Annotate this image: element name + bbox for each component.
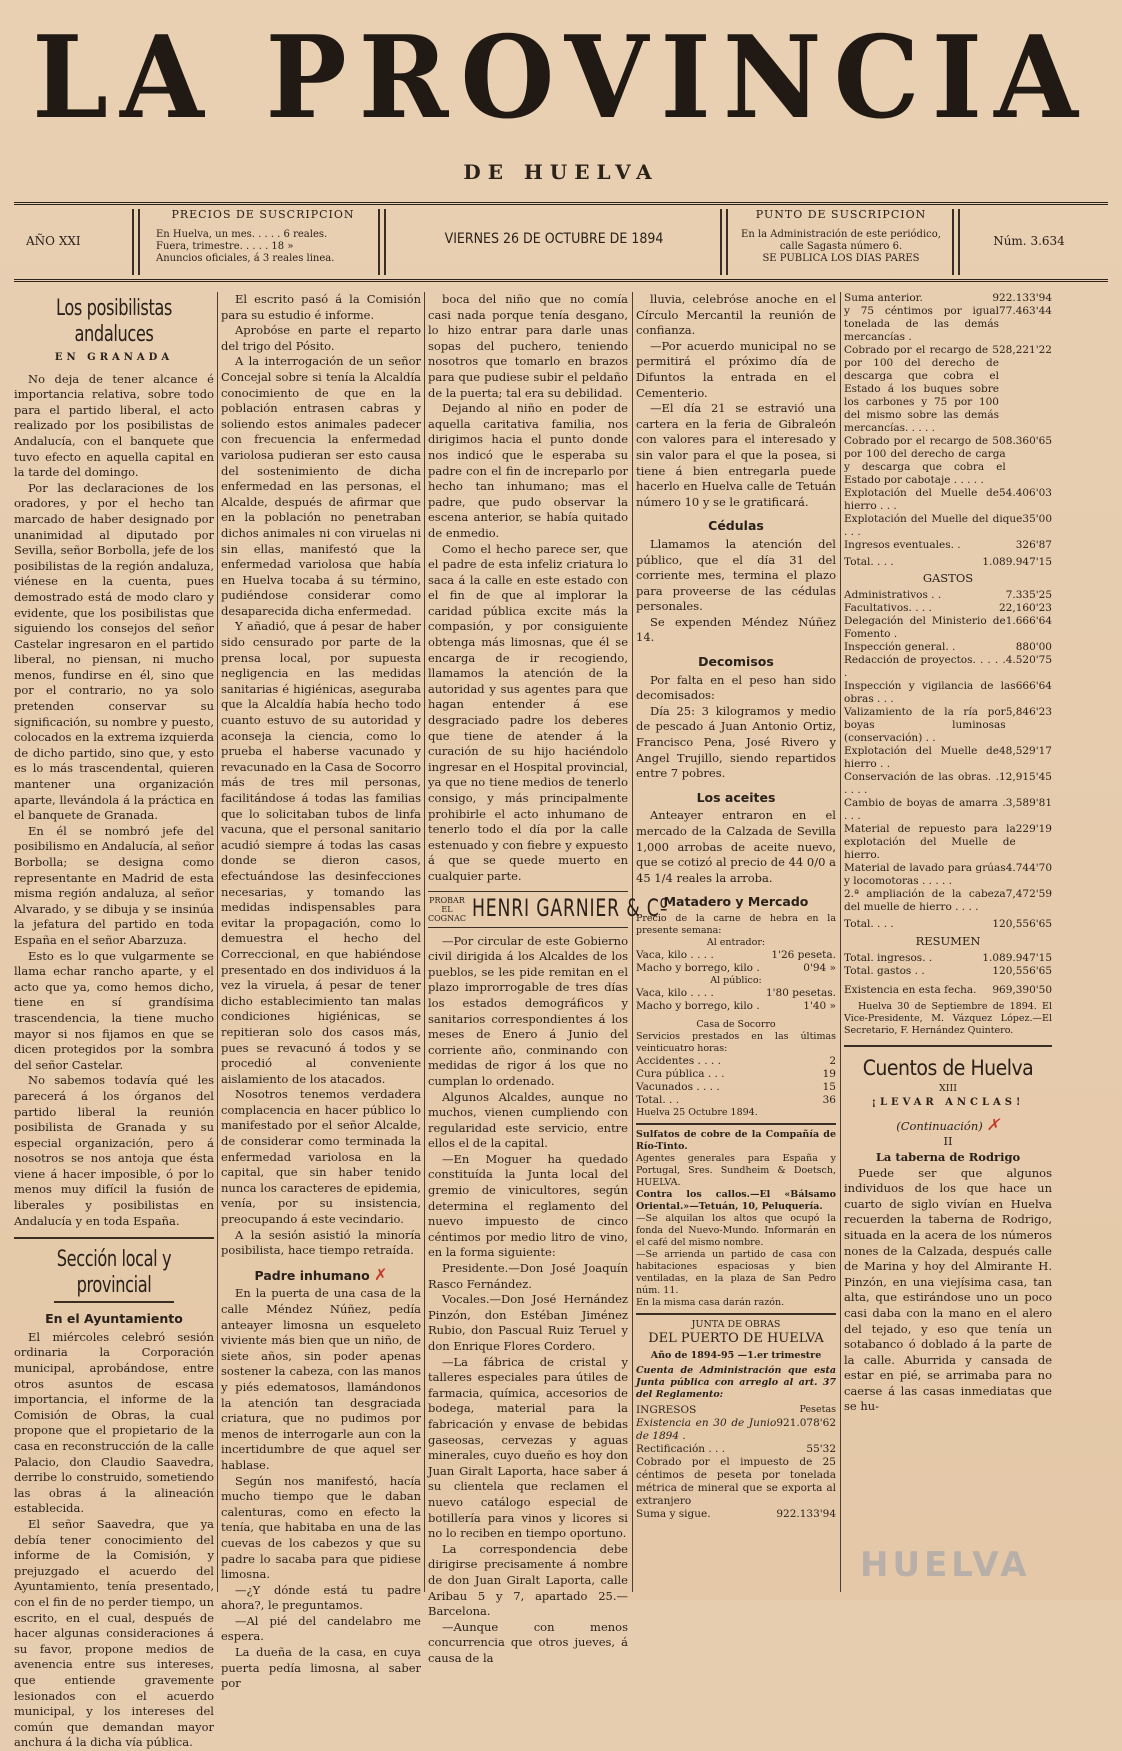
paragraph: Como el hecho parece ser, que el padre de esta infeliz criatura lo saca á la calle en este estado con el fin de que al implorar la caridad pública excite más la compasión, y por consiguiente obtenga más limosnas, que él se encarga de ir recogiendo, llamamos la atención de la autoridad y sus agentes para que hagan entender á ese desgraciado padre los deberes que tiene de atender á la curación de su hijo haciéndolo ingresar en el Hospital provincial, ya que no tiene medios de tenerlo consigo, y más principalmente prohibirle el acto inhumano de tenerlo todo el día por la calle estenuado y con fiebre y expuesto á que se quede muerto en cualquier parte.: [428, 541, 628, 883]
paragraph: —¿Y dónde está tu padre ahora?, le preguntamos.: [221, 1582, 421, 1613]
heading-text: Padre inhumano: [254, 1267, 370, 1283]
prices-title: PRECIOS DE SUSCRIPCION: [171, 208, 355, 221]
gastos-row: Explotación del Muelle de hierro . . 48,529'17: [844, 744, 1052, 770]
resumen-row: Existencia en esta fecha. 969,390'50: [844, 984, 1052, 997]
resumen-row: Total. ingresos. . 1.089.947'15: [844, 952, 1052, 965]
paragraph: En él se nombró jefe del posibilismo en Andalucía, al señor Borbolla; se designa como representante en Madrid de esta misma región andaluza, al señor Alvarado, y se dibuja y se insinúa la jefatura del partido en toda España en el señor Abarzuza.: [14, 823, 214, 947]
gastos-heading: GASTOS: [922, 571, 974, 585]
cognac-advertisement: [428, 891, 669, 928]
paragraph: —Por circular de este Gobierno civil dirigida á los Alcaldes de los pueblos, se les pide remitan en el plazo improrrogable de tres días los estados demográficos y sanitarios correspondientes á los meses de Enero á Junio del corriente año, conminando con medidas de rigor á los que no cumplan lo ordenado.: [428, 933, 628, 1088]
column-3: [428, 292, 669, 1665]
continuacion: (Continuación) ✗: [896, 1114, 1000, 1134]
paragraph: No deja de tener alcance é importancia relativa, sobre todo para el partido liberal, el acto realizado por los posibilistas de Andalucía, con el banquete que tuvo efecto en aquella capital en la tarde del domingo.: [14, 371, 214, 480]
red-mark-icon: ✗: [986, 1114, 1000, 1134]
paragraph: lluvia, celebróse anoche en el Círculo Mercantil la reunión de confianza.: [636, 292, 836, 338]
account-row: Cobrado por el recargo de 5 por 100 del derecho de descarga que cobra el Estado á los buques sobre los carbones y 75 por 100 del mismo sobre las demás mercancías. . . . . 28,221'22: [844, 344, 1052, 434]
socorro-row: Cura pública . . . 19: [636, 1067, 836, 1080]
socorro-intro: Servicios prestados en las últimas veinticuatro horas:: [636, 1030, 836, 1054]
notice: —Se alquilan los altos que ocupó la fonda del Nuevo-Mundo. Informarán en el café del mismo nombre.: [636, 1212, 836, 1248]
account-row: Cobrado por el recargo de 50 por 100 del derecho de carga y descarga que cobra el Estado por cabotaje . . . . . 8.360'65: [844, 435, 1052, 486]
paragraph: El señor Saavedra, que ya debía tener conocimiento del informe de la Comisión, y prejuzgado el acuerdo del Ayuntamiento, tenía presentado, con el fin de no perder tiempo, un escrito, en el cual, después de hacer algunas consideraciones á su favor, propone medios de avenencia entre sus intereses, que entiende gravemente lesionados con el acuerdo municipal, y los intereses del común que demandan mayor anchura á la dicha vía pública.: [14, 1516, 214, 1750]
matadero-intro: Precio de la carne de hebra en la presente semana:: [636, 912, 836, 936]
info-band: [14, 202, 1108, 282]
chapter-title: La taberna de Rodrigo: [875, 1149, 1021, 1164]
cuentos-heading: Cuentos de Huelva: [862, 1056, 1034, 1081]
heading-padre-inhumano: [221, 1264, 421, 1284]
ingresos-row: Rectificación . . . 55'32: [636, 1442, 836, 1455]
price-line: Fuera, trimestre. . . . . 18 »: [156, 241, 294, 252]
account-row: Suma anterior. 922.133'94: [844, 292, 1052, 304]
price-row: Vaca, kilo . . . . 1'80 pesetas.: [636, 986, 836, 999]
issue-number: Núm. 3.634: [993, 234, 1065, 248]
notice: —Se arrienda un partido de casa con habitaciones espaciosas y bien ventiladas, en la plaza de San Pedro núm. 11.: [636, 1248, 836, 1296]
paragraph: Nosotros tenemos verdadera complacencia en hacer público lo manifestado por el señor Alcalde, de considerar como terminada la enfermedad variolosa en la capital, que sin haber tenido nunca los caracteres de epidemia, venía, por su insistencia, preocupando á este vecindario.: [221, 1087, 421, 1227]
ingresos-row: Suma y sigue. 922.133'94: [636, 1507, 836, 1520]
newspaper-subtitle: DE HUELVA: [463, 160, 659, 184]
gastos-row: Inspección y vigilancia de las obras . . . 666'64: [844, 679, 1052, 705]
paragraph: En la puerta de una casa de la calle Méndez Núñez, pedía anteayer limosna un esqueleto viviente más bien que un niño, de siete años, sin poder apenas sostener la cabeza, con las manos y piés edematosos, llamándonos la atención tan desgraciada criatura, que no pudimos por menos de interrogarle aun con la incertidumbre de que aquel ser hablase.: [221, 1286, 421, 1472]
paragraph: Esto es lo que vulgarmente se llama echar rancho aparte, y el acto que ya, como hemos dicho, tiene en sí grandísima trascendencia, la tiene mucho mayor si nos fijamos en que se dicen protegidos por la sombra del señor Castelar.: [14, 948, 214, 1072]
heading-cedulas: Cédulas: [708, 518, 764, 534]
account-row: y 75 céntimos por igual tonelada de las demás mercancías . 77.463'44: [844, 305, 1052, 343]
notice: Sulfatos de cobre de la Compañía de Río-Tinto.: [636, 1128, 836, 1152]
column-2: [221, 292, 421, 1691]
price-line: Anuncios oficiales, á 3 reales linea.: [156, 253, 335, 264]
cuentos-subtitle: ¡LEVAR ANCLAS!: [871, 1097, 1025, 1109]
punto-line: calle Sagasta número 6.: [779, 241, 903, 252]
gastos-row: Inspección general. . 880'00: [844, 640, 1052, 653]
resumen-row: Total. gastos . . 120,556'65: [844, 965, 1052, 978]
paragraph: Dejando al niño en poder de aquella caritativa familia, nos dirigimos hacia el punto donde nos indicó que le esperaba su padre con el fin de increparlo por hecho tan inhumano; mas el padre, que pudo observar la escena anterior, se había quitado de enmedio.: [428, 401, 628, 540]
resumen-heading: RESUMEN: [915, 933, 981, 948]
gastos-row: 2.ª ampliación de la cabeza del muelle de hierro . . . . 7,472'59: [844, 887, 1052, 913]
paragraph: —El día 21 se estravió una cartera en la feria de Gibraleón con valores para el interesado y sin valor para el que la posea, si tiene á bien entregarla puede hacerlo en Huelva calle de Tetuán número 10 y se le gratificará.: [636, 401, 836, 509]
newspaper-title: LA PROVINCIA: [32, 11, 1090, 145]
paragraph: —Aunque con menos concurrencia que otros jueves, á causa de la: [428, 1619, 628, 1665]
heading-socorro: Casa de Socorro: [696, 1018, 776, 1030]
paragraph: Vocales.—Don José Hernández Pinzón, don Estéban Jiménez Rubio, don Pascual Ruiz Teruel y don Enrique Flores Cordero.: [428, 1292, 628, 1353]
socorro-date: Huelva 25 Octubre 1894.: [636, 1106, 758, 1118]
column-4: [636, 292, 836, 1592]
gastos-row: Cambio de boyas de amarra . . . . 3,589'81: [844, 796, 1052, 822]
ingresos-header: INGRESOS Pesetas: [636, 1403, 836, 1416]
paragraph: Llamamos la atención del público, que el día 31 del corriente mes, termina el plazo para proveerse de las cédulas personales.: [636, 536, 836, 614]
notice: Agentes generales para España y Portugal, Sres. Sundheim & Doetsch, HUELVA.: [636, 1152, 836, 1188]
section-heading: Sección local y provincial: [56, 1247, 172, 1299]
account-row: Explotación del Muelle del dique . . . 35'00: [844, 513, 1052, 538]
column-5: [844, 292, 1052, 1592]
gastos-row: Material de repuesto para la explotación del Muelle de hierro. 229'19: [844, 822, 1052, 861]
red-mark-icon: ✗: [374, 1264, 388, 1284]
paragraph: —La fábrica de cristal y talleres especiales para útiles de farmacia, química, accesorios de bodega, material para la fabricación y envase de bebidas gaseosas, cervezas y aguas minerales, cuyo dueño es hoy don Juan Giralt Laporta, hace saber á su clientela que reclamen el nuevo catálogo especial de botillería para vinos y licores si no lo reciben en tiempo oportuno.: [428, 1354, 628, 1541]
punto-line: SE PUBLICA LOS DIAS PARES: [762, 253, 920, 264]
heading-matadero: Matadero y Mercado: [663, 894, 809, 910]
ingresos-row: Existencia en 30 de Junio de 1894 . 921.078'62: [636, 1416, 836, 1442]
gastos-row: Redacción de proyectos. . . . . . 4.520'75: [844, 653, 1052, 679]
paragraph: boca del niño que no comía casi nada porque tenía desgano, lo hizo entrar para darle unas sopas del puchero, teniendo nosotros que tomarlo en brazos para que pudiese subir el peldaño de la puerta; tal era su debilidad.: [428, 292, 628, 400]
paragraph: Y añadió, que á pesar de haber sido censurado por parte de la prensa local, por supuesta negligencia en las medidas sanitarias é higiénicas, aseguraba que la Alcaldía había hecho todo cuanto estuvo de su autoridad y aconseja la ciencia, como lo prueba el haberse vacunado y revacunado en la Casa de Socorro más de tres mil personas, facilitándose á todas las familias que lo solicitaban tubos de linfa vacuna, que el personal sanitario acudió siempre á todas las casas donde se dieron casos, efectuándose las desinfecciones necesarias, y tomando las medidas indispensables para evitar la propagación, como lo demuestra el hecho del Correccional, en que habiéndose presentado en dos individuos á la vez la viruela, á pesar de tener dicho establecimiento tan malas condiciones higiénicas, se repitieran solo dos casos más, pues se revacunó á todos y se procedió al conveniente aislamiento de los atacados.: [221, 619, 421, 1086]
paragraph: Algunos Alcaldes, aunque no muchos, vienen cumpliendo con regularidad este servicio, entre ellos el de la capital.: [428, 1089, 628, 1151]
paragraph: —Por acuerdo municipal no se permitirá el próximo día de Difuntos la entrada en el Cementerio.: [636, 338, 836, 400]
paragraph: No sabemos todavía qué les parecerá á los órganos del partido liberal la reunión posibilista de Granada y su especial organización, pero á nosotros se nos antoja que ésta viene á hacer imposible, ó por lo menos muy difícil la fusión de liberales y posibilistas en Andalucía y en toda España.: [14, 1073, 214, 1228]
paragraph: Presidente.—Don José Joaquín Rasco Fernández.: [428, 1261, 628, 1291]
account-row: Explotación del Muelle de hierro . . . 54.406'03: [844, 487, 1052, 512]
year-label: AÑO XXI: [26, 234, 81, 248]
paragraph: Se expenden Méndez Núñez 14.: [636, 614, 836, 645]
paragraph: —En Moguer ha quedado constituída la Junta local del gremio de vinicultores, según determina el reglamento del nuevo impuesto de cinco céntimos por medio litro de vino, en la forma siguiente:: [428, 1151, 628, 1260]
paragraph: Día 25: 3 kilogramos y medio de pescado á Juan Antonio Ortiz, Francisco Pena, José Rivero y Angel Trujillo, siendo repartidos entre 7 pobres.: [636, 703, 836, 781]
price-row: Macho y borrego, kilo . 0'94 »: [636, 961, 836, 974]
subheading: Al entrador:: [706, 936, 766, 948]
paragraph: Aprobóse en parte el reparto del trigo del Pósito.: [221, 323, 421, 353]
account-row: Ingresos eventuales. . 326'87: [844, 539, 1052, 551]
paragraph: Anteayer entraron en el mercado de la Calzada de Sevilla 1,000 arrobas de aceite nuevo, que se cotizó al precio de 44 0/0 a 45 1/4 reales la arroba.: [636, 808, 836, 885]
paragraph: El escrito pasó á la Comisión para su estudio é informe.: [221, 292, 421, 322]
cuentos-number: XIII: [938, 1083, 958, 1095]
socorro-row: Total. . . 36: [636, 1093, 836, 1106]
chapter-number: II: [943, 1134, 953, 1149]
notice: Contra los callos.—El «Bálsamo Oriental.»—Tetuán, 10, Peluquería.: [636, 1188, 836, 1212]
issue-date: VIERNES 26 DE OCTUBRE DE 1894: [444, 231, 664, 247]
account-total: Total. . . . 1.089.947'15: [844, 556, 1052, 568]
column-1: [14, 292, 214, 1750]
socorro-row: Vacunados . . . . 15: [636, 1080, 836, 1093]
headline-posibilistas: Los posibilistas andaluces: [56, 296, 172, 347]
subscription-prices: [156, 209, 370, 275]
heading-decomisos: Decomisos: [698, 654, 774, 670]
junta-desc: Cuenta de Administración que esta Junta pública con arreglo al art. 37 del Reglamento:: [636, 1364, 836, 1400]
gastos-row: Delegación del Ministerio de Fomento . 1.666'64: [844, 614, 1052, 640]
junta-title: DEL PUERTO DE HUELVA: [648, 1330, 824, 1346]
price-line: En Huelva, un mes. . . . . 6 reales.: [156, 229, 328, 240]
paragraph: La dueña de la casa, en cuya puerta pedía limosna, al saber por: [221, 1645, 421, 1691]
gastos-row: Material de lavado para grúas y locomotoras . . . . . 4.744'70: [844, 861, 1052, 887]
ad-label: PROBAR EL COGNAC: [428, 895, 466, 923]
heading-aceites: Los aceites: [696, 789, 776, 805]
paragraph: Puede ser que algunos individuos de los que hace un cuarto de siglo vivían en Huelva recuerden la taberna de Rodrigo, situada en la acera de los números nones de la Calzada, después calle de Marina y hoy del Almirante H. Pinzón, en una viejísima casa, tan alta, que estirándose uno un poco casi daba con la mano en el alero del tejado, y eso que tenía un sotabanco ó doblado á la parte de la calle. Aburrida y cansada de estar en pié, se arrimaba para no caerse á las casas inmediatas que se hu-: [844, 1165, 1052, 1414]
paragraph: El miércoles celebró sesión ordinaria la Corporación municipal, aprobándose, entre otros asuntos de escasa importancia, el informe de la Comisión de Obras, la cual propone que el propietario de la casa en reconstrucción de la calle Palacio, don Claudio Saavedra, derribe lo construido, sometiendo las obras á la alineación establecida.: [14, 1329, 214, 1516]
junta-title: JUNTA DE OBRAS: [691, 1318, 781, 1330]
gastos-row: Conservación de las obras. . . . . . 12,915'45: [844, 770, 1052, 796]
subhead-granada: EN GRANADA: [54, 352, 174, 363]
paragraph: A la sesión asistió la minoría posibilista, hace tiempo retraída.: [221, 1227, 421, 1258]
paragraph: Por falta en el peso han sido decomisados:: [636, 672, 836, 703]
price-row: Vaca, kilo . . . . 1'26 peseta.: [636, 948, 836, 961]
paragraph: A la interrogación de un señor Concejal sobre si tenía la Alcaldía conocimiento de que en la población entrasen cabras y soliendo estos animales padecer con frecuencia la enfermedad variolosa pudieran ser esto causa del sostenimiento de dicha enfermedad en las personas, el Alcalde, después de afirmar que en la población no penetraban dichos animales ni con viruelas ni sin ellas, manifestó que la enfermedad variolosa que había en Huelva tocaba á su término, pudiéndose considerar como desaparecida dicha enfermedad.: [221, 354, 421, 618]
punto-line: En la Administración de este periódico,: [741, 229, 941, 240]
subheading: Al público:: [710, 974, 762, 986]
paragraph: La correspondencia debe dirigirse precisamente á nombre de don Juan Giralt Laporta, calle Aribau 5 y 7, apartado 25.—Barcelona.: [428, 1541, 628, 1619]
junta-year: Año de 1894-95 —1.er trimestre: [650, 1349, 822, 1361]
paragraph: —Al pié del candelabro me espera.: [221, 1613, 421, 1644]
socorro-row: Accidentes . . . . 2: [636, 1054, 836, 1067]
subscription-point: [734, 209, 948, 275]
ingresos-row: Cobrado por el impuesto de 25 céntimos de peseta por tonelada métrica de mineral que se exporta al extranjero: [636, 1455, 836, 1507]
gastos-row: Valizamiento de la ría por boyas luminosas (conservación) . . 5,846'23: [844, 705, 1052, 744]
gastos-row: Facultativos. . . . 22,160'23: [844, 601, 1052, 614]
paragraph: Por las declaraciones de los oradores, y por el hecho tan marcado de haber designado por unanimidad al diputado por Sevilla, señor Borbolla, jefe de los posibilistas de la región andaluza, viénese en la cuenta, pues demostrado está de modo claro y evidente, que los posibilistas que siguiendo los consejos del señor Castelar ingresaron en el partido liberal, no piensan, ni mucho menos, fundirse en él, sino que por el contrario, no ya solo pretenden conservar su significación, su nombre y puesto, colocados en la extrema izquierda de dicho partido, sino que, y esto es lo más trascendental, quieren mantener una organización aparte, llevándola á la práctica en el banquete de Granada.: [14, 480, 214, 823]
gastos-row: Administrativos . . 7.335'25: [844, 588, 1052, 601]
heading-ayuntamiento: En el Ayuntamiento: [45, 1311, 183, 1327]
notice: En la misma casa darán razón.: [636, 1296, 785, 1308]
ad-brand: HENRI GARNIER & Cº: [471, 894, 669, 923]
signature: Huelva 30 de Septiembre de 1894. El Vice-Presidente, M. Vázquez López.—El Secretario, F. Hernández Quintero.: [844, 1001, 1052, 1037]
price-row: Macho y borrego, kilo . 1'40 »: [636, 999, 836, 1012]
paragraph: Según nos manifestó, hacía mucho tiempo que le daban calenturas, como en efecto la tenía, que habitaba en una de las cuevas de los cabezos y que su padre lo sacaba para que pidiese limosna.: [221, 1473, 421, 1582]
masthead: [0, 11, 1122, 184]
punto-title: PUNTO DE SUSCRIPCION: [755, 208, 927, 221]
gastos-total: Total. . . . 120,556'65: [844, 917, 1052, 930]
library-watermark: HUELVA: [860, 1545, 1031, 1585]
